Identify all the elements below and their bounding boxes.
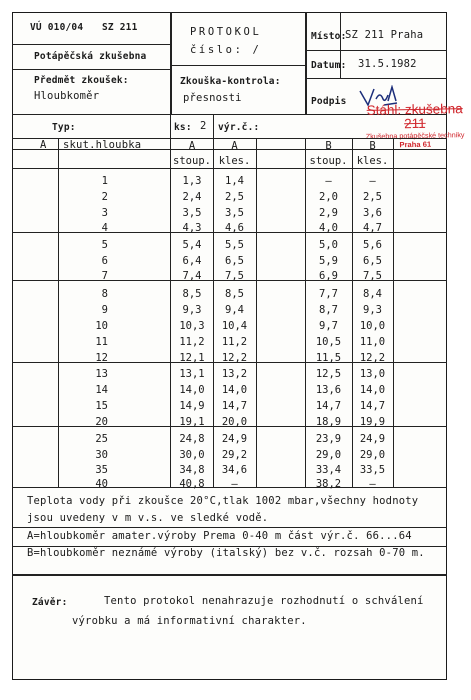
row-group-divider	[12, 280, 447, 281]
conclusion-line-2: výrobku a má informativní charakter.	[72, 615, 307, 627]
a-kles-cell: 10,4	[221, 320, 248, 332]
b-stoup-cell: 33,4	[315, 464, 342, 476]
depth-cell: 8	[101, 288, 108, 300]
date-label: Datum:	[311, 60, 347, 71]
b-kles-cell: 29,0	[359, 449, 386, 461]
table-column-line	[256, 138, 257, 487]
depth-cell: 30	[95, 449, 108, 461]
a-stoup-cell: 34,8	[179, 464, 205, 476]
a-kles-cell: 29,2	[221, 449, 248, 461]
depth-cell: 9	[101, 304, 108, 316]
b-stoup-cell: 5,9	[319, 255, 338, 267]
a-kles-cell: 5,5	[225, 239, 244, 251]
depth-cell: 13	[95, 368, 108, 380]
header-divider	[12, 44, 171, 45]
stamp-line-1: Stáhl: zkušebna 211	[366, 101, 463, 132]
date-value: 31.5.1982	[358, 58, 417, 70]
protocol-number: číslo: /	[190, 44, 262, 56]
header-divider	[305, 78, 447, 79]
vyr-label: výr.č.:	[218, 122, 260, 133]
ks-value: 2	[200, 120, 207, 132]
table-column-line	[393, 138, 394, 487]
type-label: Typ:	[52, 122, 76, 133]
table-bottom-line	[12, 487, 447, 488]
col-group-b: B	[325, 140, 332, 152]
a-kles-cell: 9,4	[225, 304, 244, 316]
a-kles-cell: 12,2	[221, 352, 248, 364]
b-kles-cell: 10,0	[359, 320, 386, 332]
depth-cell: 3	[101, 207, 108, 219]
header-divider	[171, 65, 305, 66]
b-kles-cell: 14,0	[359, 384, 386, 396]
depth-cell: 20	[95, 416, 108, 428]
test-label: Zkouška-kontrola:	[180, 76, 281, 87]
a-stoup-cell: 14,9	[179, 400, 205, 412]
a-stoup-cell: 10,3	[179, 320, 205, 332]
conclusion-label: Závěr:	[32, 597, 68, 608]
b-kles-cell: –	[369, 478, 376, 490]
b-stoup-cell: 23,9	[315, 433, 342, 445]
a-kles-cell: 20,0	[221, 416, 248, 428]
b-stoup-cell: 4,0	[319, 222, 338, 234]
depth-cell: 40	[95, 478, 108, 490]
depth-cell: 4	[101, 222, 108, 234]
depth-cell: 5	[101, 239, 108, 251]
note-line-3: A=hloubkoměr amater.výroby Prema 0-40 m část výr.č. 66...64	[27, 530, 412, 542]
a-kles-cell: 4,6	[225, 222, 244, 234]
a-stoup-cell: 40,8	[179, 478, 205, 490]
depth-cell: 15	[95, 400, 108, 412]
a-stoup-cell: 8,5	[182, 288, 202, 300]
b-stoup-cell: 29,0	[315, 449, 342, 461]
b-kles-cell: 19,9	[359, 416, 386, 428]
b-stoup-cell: 13,6	[315, 384, 342, 396]
b-stoup-cell: 14,7	[315, 400, 342, 412]
depth-cell: 25	[95, 433, 108, 445]
test-value: přesnosti	[183, 92, 242, 104]
conclusion-line-1: Tento protokol nenahrazuje rozhodnutí o schválení	[104, 595, 424, 607]
a-stoup-cell: 3,5	[182, 207, 202, 219]
depth-cell: 1	[101, 175, 108, 187]
sz-code: SZ 211	[102, 22, 138, 33]
a-stoup-cell: 5,4	[182, 239, 202, 251]
a-kles-cell: 6,5	[225, 255, 244, 267]
sub-kles-b: kles.	[356, 155, 389, 167]
place-value: SZ 211 Praha	[345, 29, 424, 41]
a-stoup-cell: 4,3	[182, 222, 202, 234]
depth-cell: 35	[95, 464, 108, 476]
a-stoup-cell: 30,0	[179, 449, 205, 461]
ks-label: ks:	[174, 122, 192, 133]
b-stoup-cell: 5,0	[319, 239, 338, 251]
b-stoup-cell: 9,7	[319, 320, 338, 332]
b-kles-cell: 12,2	[359, 352, 386, 364]
protocol-title: PROTOKOL	[190, 26, 262, 38]
a-kles-cell: 11,2	[221, 336, 248, 348]
a-kles-cell: 14,7	[221, 400, 248, 412]
a-kles-cell: 3,5	[225, 207, 244, 219]
col-depth-header: skut.hloubka	[63, 139, 142, 151]
b-kles-cell: 4,7	[363, 222, 382, 234]
b-stoup-cell: 2,9	[319, 207, 338, 219]
table-header-divider	[12, 168, 447, 169]
a-kles-cell: 2,5	[225, 191, 244, 203]
header-divider	[305, 50, 447, 51]
col-a-header: A	[40, 139, 47, 151]
a-kles-cell: 14,0	[221, 384, 248, 396]
depth-cell: 10	[95, 320, 108, 332]
type-row-divider	[170, 114, 171, 138]
sub-stoup-a: stoup.	[173, 155, 211, 167]
b-stoup-cell: 6,9	[319, 270, 338, 282]
b-stoup-cell: 38,2	[315, 478, 342, 490]
note-line-2: jsou uvedeny v m v.s. ve sledké vodě.	[27, 512, 269, 524]
a-stoup-cell: 7,4	[182, 270, 202, 282]
b-stoup-cell: 12,5	[315, 368, 342, 380]
depth-cell: 6	[101, 255, 108, 267]
depth-cell: 2	[101, 191, 108, 203]
b-kles-cell: 5,6	[363, 239, 382, 251]
b-stoup-cell: 2,0	[319, 191, 338, 203]
header-divider	[12, 69, 171, 70]
subject-value: Hloubkoměr	[34, 90, 100, 102]
a-kles-cell: 13,2	[221, 368, 248, 380]
place-label: Místo:	[311, 31, 347, 42]
col-group-a2: A	[231, 140, 238, 152]
header-divider	[170, 12, 172, 115]
b-kles-cell: 24,9	[359, 433, 386, 445]
b-kles-cell: 6,5	[363, 255, 382, 267]
depth-cell: 7	[101, 270, 108, 282]
b-kles-cell: 14,7	[359, 400, 386, 412]
depth-cell: 11	[95, 336, 108, 348]
a-stoup-cell: 2,4	[182, 191, 202, 203]
a-stoup-cell: 6,4	[182, 255, 202, 267]
sub-stoup-b: stoup.	[309, 155, 348, 167]
b-stoup-cell: 7,7	[319, 288, 338, 300]
b-kles-cell: 9,3	[363, 304, 382, 316]
signature-label: Podpis	[311, 96, 347, 107]
type-row-divider	[213, 114, 214, 138]
a-kles-cell: 24,9	[221, 433, 248, 445]
org-name: Potápěčská zkušebna	[34, 51, 147, 62]
notes-divider	[12, 527, 447, 528]
row-group-divider	[12, 362, 447, 363]
b-kles-cell: 3,6	[363, 207, 382, 219]
header-divider	[305, 12, 307, 115]
stamp-line-2: Zkušebna potápěčské techniky	[365, 130, 465, 141]
col-group-b2: B	[369, 140, 376, 152]
a-stoup-cell: 13,1	[179, 368, 205, 380]
b-stoup-cell: –	[325, 175, 332, 187]
b-kles-cell: –	[369, 175, 376, 187]
row-group-divider	[12, 426, 447, 427]
b-kles-cell: 2,5	[363, 191, 382, 203]
b-stoup-cell: 10,5	[315, 336, 342, 348]
sub-kles-a: kles.	[218, 155, 251, 167]
b-stoup-cell: 18,9	[315, 416, 342, 428]
row-group-divider	[12, 232, 447, 233]
col-group-a: A	[188, 140, 196, 152]
a-stoup-cell: 1,3	[182, 175, 202, 187]
b-kles-cell: 8,4	[363, 288, 382, 300]
stamp-line-3: Praha 61	[399, 139, 432, 150]
b-kles-cell: 33,5	[359, 464, 386, 476]
note-line-1: Teplota vody při zkoušce 20°C,tlak 1002 mbar,všechny hodnoty	[27, 495, 419, 507]
depth-cell: 14	[95, 384, 108, 396]
a-stoup-cell: 24,8	[179, 433, 205, 445]
a-stoup-cell: 14,0	[179, 384, 205, 396]
a-kles-cell: –	[231, 478, 238, 490]
a-stoup-cell: 19,1	[179, 416, 205, 428]
a-kles-cell: 1,4	[225, 175, 244, 187]
depth-cell: 12	[95, 352, 108, 364]
a-kles-cell: 7,5	[225, 270, 244, 282]
b-kles-cell: 7,5	[363, 270, 382, 282]
doc-code: VÚ 010/04	[30, 22, 84, 33]
b-kles-cell: 13,0	[359, 368, 386, 380]
a-kles-cell: 8,5	[225, 288, 244, 300]
a-stoup-cell: 12,1	[179, 352, 205, 364]
a-stoup-cell: 9,3	[182, 304, 202, 316]
b-stoup-cell: 11,5	[315, 352, 342, 364]
note-line-4: B=hloubkoměr neznámé výroby (italský) bez v.č. rozsah 0-70 m.	[27, 547, 425, 559]
b-kles-cell: 11,0	[359, 336, 386, 348]
notes-divider	[12, 574, 447, 576]
b-stoup-cell: 8,7	[319, 304, 338, 316]
a-kles-cell: 34,6	[221, 464, 248, 476]
subject-label: Předmět zkoušek:	[34, 75, 129, 86]
a-stoup-cell: 11,2	[179, 336, 205, 348]
